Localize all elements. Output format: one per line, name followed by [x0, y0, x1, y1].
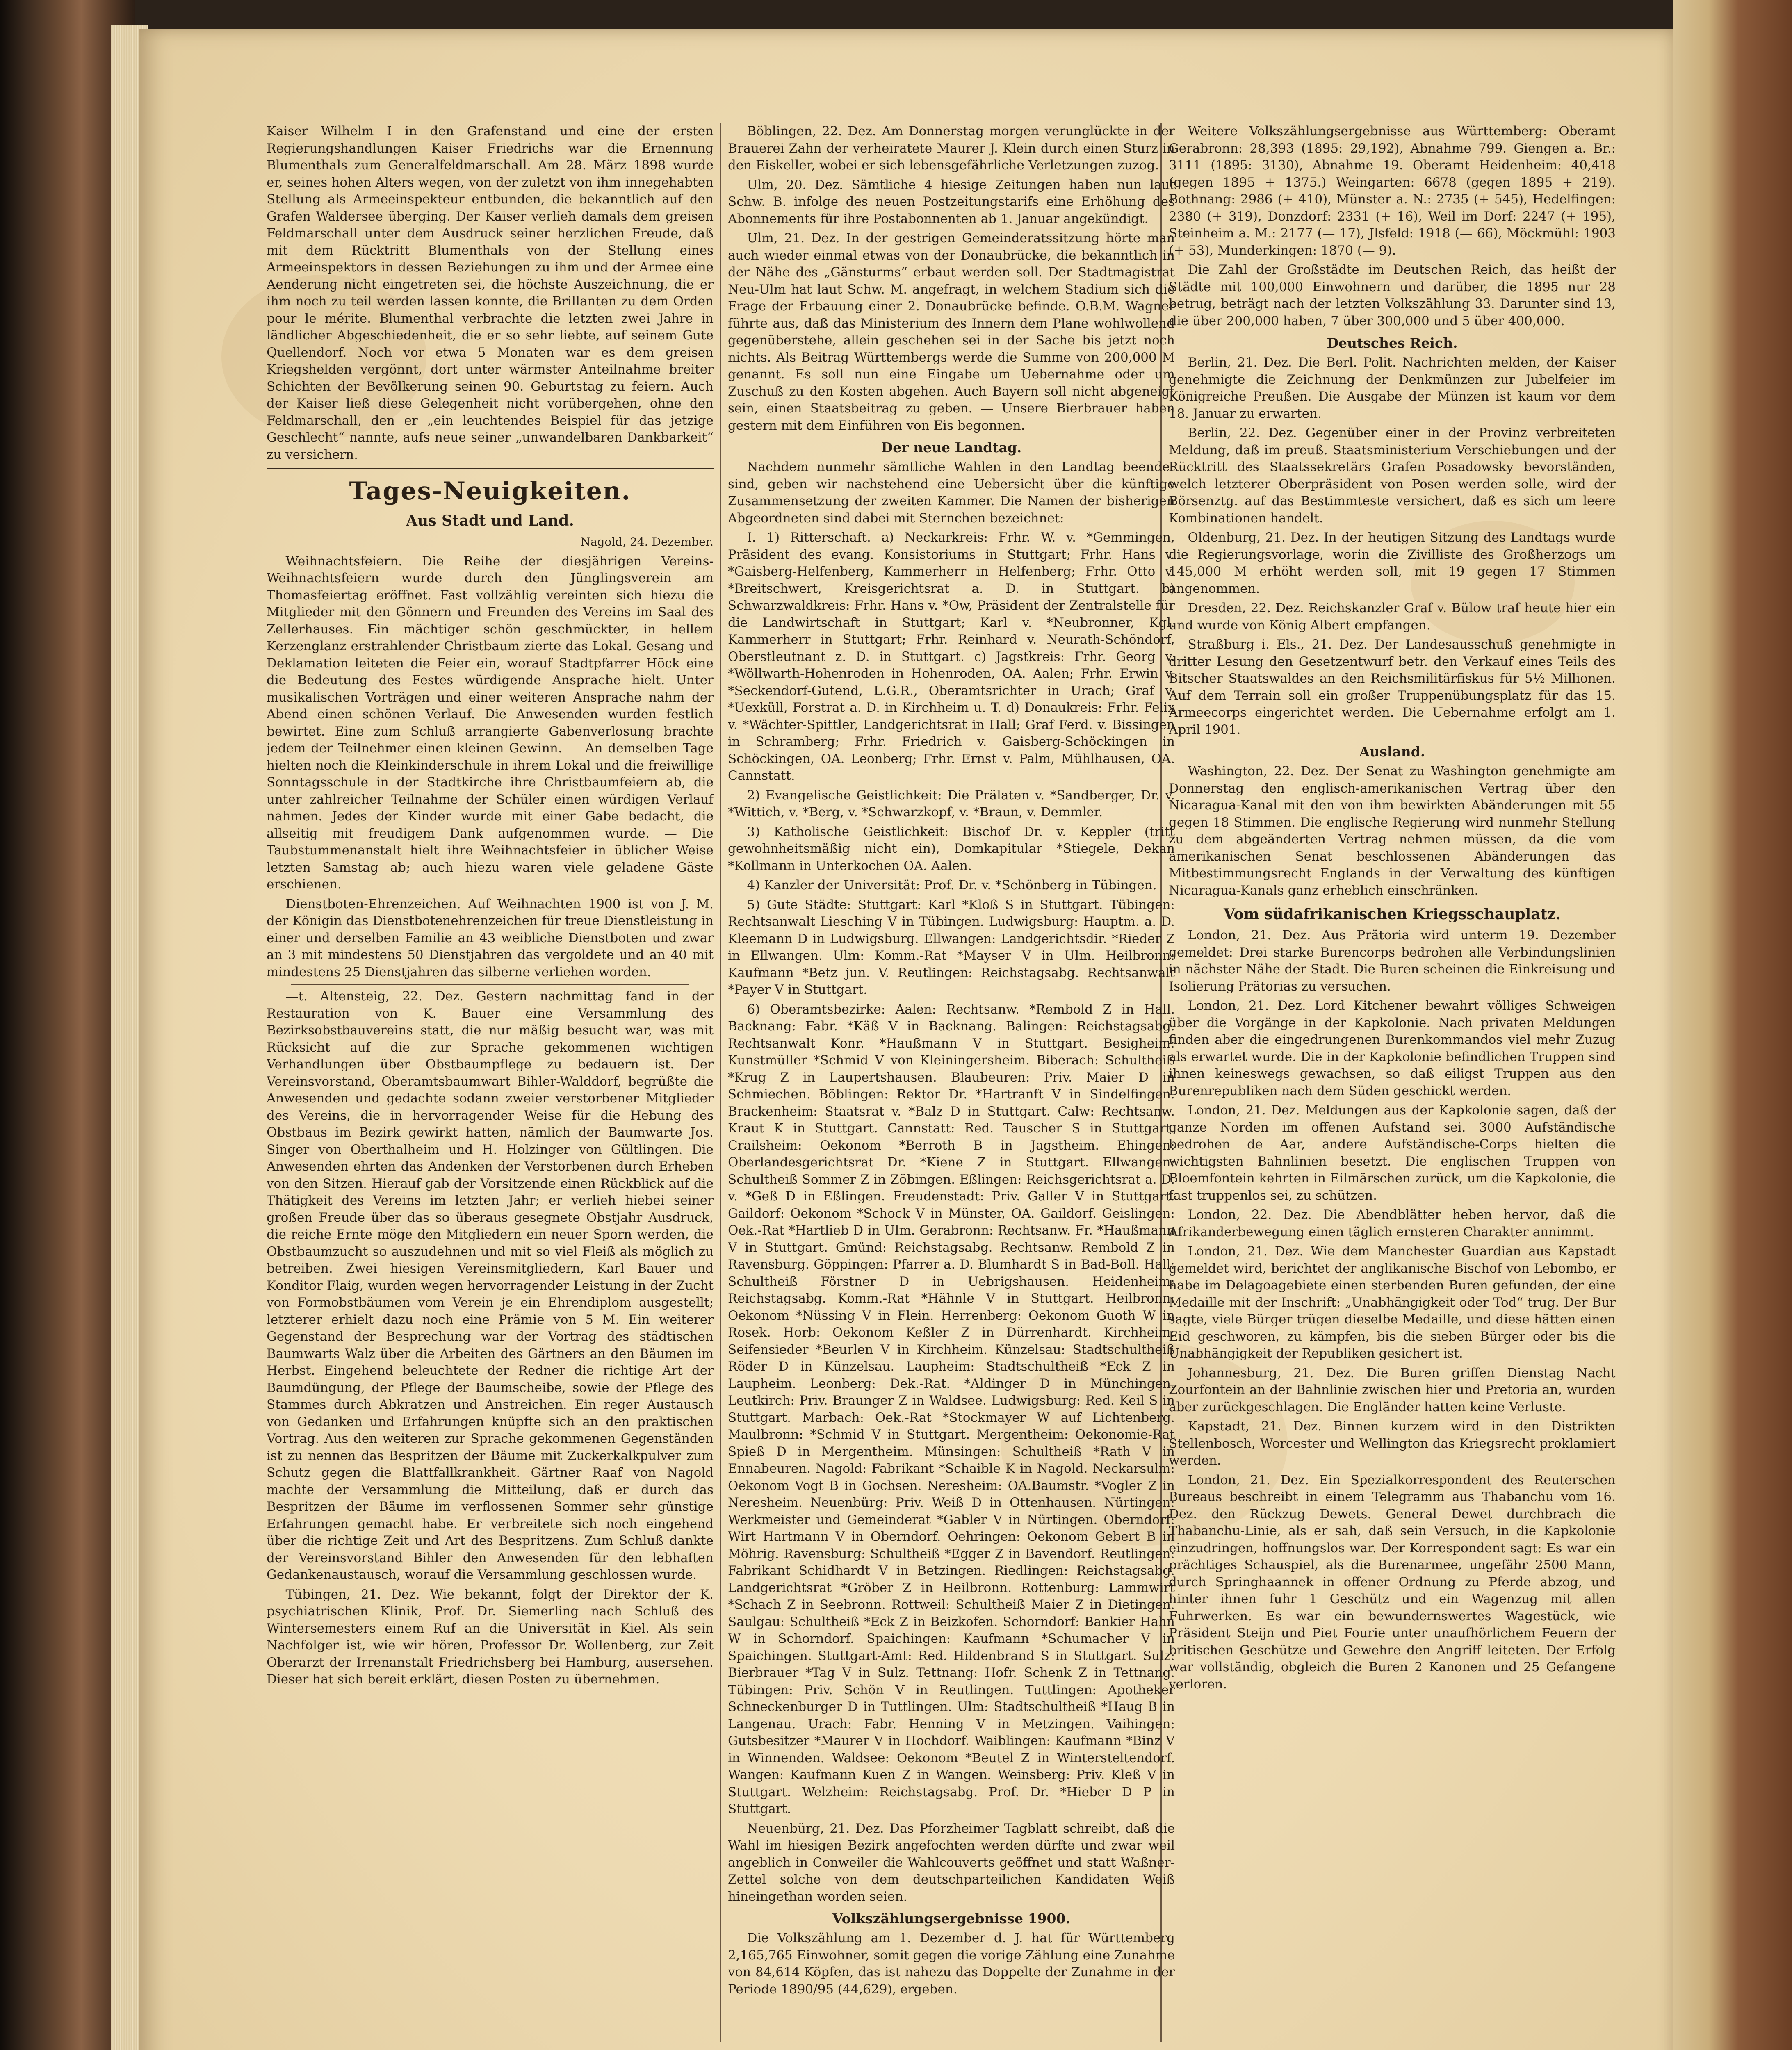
article-oldenburg: Oldenburg, 21. Dez. In der heutigen Sitzung des Landtags wurde die Regierungsvorlage, worin die Zivilliste des Großherzogs um 145,000 M erhöht werden soll, mit 19 gegen 17 Stimmen angenommen.: [1169, 530, 1616, 596]
ausland-title: Ausland.: [1359, 744, 1425, 760]
landtag-katholisch: 3) Katholische Geistlichkeit: Bischof Dr. v. Keppler (tritt gewohnheitsmäßig nicht ein), Domkapitular *Stiegele, Dekan *Kollmann in Unterkochen OA. Aalen.: [728, 824, 1175, 873]
landtag-ritterschaft: I. 1) Ritterschaft. a) Neckarkreis: Frhr. W. v. *Gemmingen, Präsident des evang. Konsistoriums in Stuttgart; Frhr. Hans v. *Gaisberg-Helfenberg, Kammerherr in Helfenberg; Frhr. Otto v. *Breitschwert, Kreisgerichtsrat a. D. in Stuttgart. b) Schwarzwaldkreis: Frhr. Hans v. *Ow, Präsident der Zentralstelle für die Landwirtschaft in Stuttgart; Karl v. *Neubronner, Kgl. Kammerherr in Stuttgart; Frhr. Reinhard v. Neurath-Schöndorf, Oberstleutnant z. D. in Stuttgart. c) Jagstkreis: Frhr. Georg v. *Wöllwarth-Hohenroden in Hohenroden, OA. Aalen; Frhr. Erwin v. *Seckendorf-Gutend, L.G.R., Oberamtsrichter in Urach; Graf v. *Uexküll, Forstrat a. D. in Kirchheim u. T. d) Donaukreis: Frhr. Felix v. *Wächter-Spittler, Landgerichtsrat in Hall; Graf Ferd. v. Bissingen in Schramberg; Frhr. Friedrich v. Gaisberg-Schöckingen in Schöckingen, OA. Leonberg; Frhr. Ernst v. Palm, Mühlhausen, OA. Cannstatt.: [728, 530, 1175, 783]
article-london-5: London, 21. Dez. Wie dem Manchester Guardian aus Kapstadt gemeldet wird, berichtet der anglikanische Bischof von Lebombo, er habe im Delagoagebiete einen sterbenden Buren gefunden, der eine Medaille mit der Inschrift: „Unabhängigkeit oder Tod“ trug. Der Bur sagte, viele Bürger trügen dieselbe Medaille, und diese hätten einen Eid geschworen, zu kämpfen, bis die sieben Bürger oder bis die Unabhängigkeit der Republiken gesichert ist.: [1169, 1244, 1616, 1361]
article-london-1: London, 21. Dez. Aus Prätoria wird unterm 19. Dezember gemeldet: Drei starke Burencorps bedrohen alle Verbindungslinien in nächster Nähe der Stadt. Die Buren scheinen die Einkreisung und Isolierung Prätorias zu versuchen.: [1169, 928, 1616, 994]
column-2: [728, 123, 1175, 2042]
article-berlin-1: Berlin, 21. Dez. Die Berl. Polit. Nachrichten melden, der Kaiser genehmigte die Zeichnung der Denkmünzen zur Jubelfeier im Königreiche Preußen. Die Ausgabe der Münzen ist kaum vor dem 18. Januar zu erwarten.: [1169, 355, 1616, 421]
article-kapstadt: Kapstadt, 21. Dez. Binnen kurzem wird in den Distrikten Stellenbosch, Worcester und Wellington das Kriegsrecht proklamiert werden.: [1169, 1419, 1616, 1468]
dateline: Nagold, 24. Dezember.: [580, 535, 714, 549]
article-washington: Washington, 22. Dez. Der Senat zu Washington genehmigte am Donnerstag den englisch-amerikanischen Vertrag über den Nicaragua-Kanal mit den von ihm bewirkten Abänderungen mit 55 gegen 18 Stimmen. Die englische Regierung wird nunmehr Stellung zu dem abgeänderten Vertrag nehmen müssen, da die vom amerikanischen Senat beschlossenen Abänderungen das Mitbestimmungsrecht Englands in der Verwaltung des künftigen Nicaragua-Kanals ganz erheblich einschränken.: [1169, 764, 1616, 898]
article-neuenbuerg: Neuenbürg, 21. Dez. Das Pforzheimer Tagblatt schreibt, daß die Wahl im hiesigen Bezirk angefochten werden dürfte und zwar weil angeblich in Conweiler die Wahlcouverts geöffnet und statt Waßner-Zettel solche von dem deutschparteilichen Kandidaten Weiß hineingethan worden seien.: [728, 1821, 1175, 1904]
column-1: [267, 123, 714, 2042]
article-dienstboten: Dienstboten-Ehrenzeichen. Auf Weihnachten 1900 ist von J. M. der Königin das Dienstbotenehrenzeichen für treue Dienstleistung in einer und derselben Familie an 43 weibliche Dienstboten und zwar an 3 mit mindestens 50 Dienstjahren das vergoldete und an 40 mit mindestens 25 Dienstjahren das silberne verliehen worden.: [267, 896, 714, 979]
article-blumenthal: Kaiser Wilhelm I in den Grafenstand und eine der ersten Regierungshandlungen Kaiser Friedrichs war die Ernennung Blumenthals zum Generalfeldmarschall. Am 28. März 1898 wurde er, seines hohen Alters wegen, von der zuletzt von ihm innegehabten Stellung als Armeeinspekteur entbunden, die bekanntlich auf den Grafen Waldersee überging. Der Kaiser verlieh damals dem greisen Feldmarschall unter dem Ausdruck seiner herzlichen Freude, daß mit dem Rücktritt Blumenthals von der Stellung eines Armeeinspektors in dessen Beziehungen zu ihm und der Armee eine Aenderung nicht eingetreten sei, die höchste Auszeichnung, die er ihm noch zu teil werden lassen konnte, die Brillanten zu dem Orden pour le mérite. Blumenthal verbrachte die letzten zwei Jahre in ländlicher Abgeschiedenheit, die er so sehr liebte, auf seinem Gute Quellendorf. Noch vor etwa 5 Monaten war es dem greisen Kriegshelden vergönnt, dort unter wärmster Anteilnahme breiter Schichten der Bevölkerung seinen 90. Geburtstag zu feiern. Auch der Kaiser ließ diese Gelegenheit nicht vorübergehen, ohne den Feldmarschall, den er „ein leuchtendes Beispiel für das jetzige Geschlecht“ nannte, aufs neue seiner „unwandelbaren Dankbarkeit“ zu versichern.: [267, 124, 714, 462]
article-weihnachtsfeiern: Weihnachtsfeiern. Die Reihe der diesjährigen Vereins-Weihnachtsfeiern wurde durch den Jünglingsverein am Thomasfeiertag eröffnet. Fast vollzählig vereinten sich hiezu die Mitglieder mit den Gönnern und Freunden des Vereins im Saal des Zellerhauses. Ein mächtiger schön geschmückter, in hellem Kerzenglanz erstrahlender Christbaum zierte das Lokal. Gesang und Deklamation leiteten die Feier ein, worauf Stadtpfarrer Höck eine die Bedeutung des Festes würdigende Ansprache hielt. Unter musikalischen Vorträgen und einer weiteren Ansprache nahm der Abend einen schönen Verlauf. Die Anwesenden wurden festlich bewirtet. Eine zum Schluß arrangierte Gabenverlosung brachte jedem der Teilnehmer einen kleinen Gewinn. — An demselben Tage hielten noch die Kleinkinderschule in ihrem Lokal und die freiwillige Sonntagsschule in der Stadtkirche ihre Christbaumfeiern ab, die unter zahlreicher Teilnahme der Schüler einen würdigen Verlauf nahmen. Jedes der Kinder wurde mit einer Gabe bedacht, die allseitig mit freudigem Dank aufgenommen wurde. — Die Taubstummenanstalt hielt ihre Weihnachtsfeier in üblicher Weise letzten Samstag ab; auch hiezu waren viele geladene Gäste erschienen.: [267, 554, 714, 892]
article-johannesburg: Johannesburg, 21. Dez. Die Buren griffen Dienstag Nacht Zourfontein an der Bahnlinie zwischen hier und Pretoria an, wurden aber zurückgeschlagen. Die Engländer hatten keine Verluste.: [1169, 1365, 1616, 1414]
column-3: [1169, 123, 1616, 2042]
article-boeblingen: Böblingen, 22. Dez. Am Donnerstag morgen verunglückte in der Brauerei Zahn der verheiratete Maurer J. Klein durch einen Sturz in den Eiskeller, wobei er sich lebensgefährliche Verletzungen zuzog.: [728, 124, 1175, 173]
article-dresden: Dresden, 22. Dez. Reichskanzler Graf v. Bülow traf heute hier ein und wurde von König Albert empfangen.: [1169, 601, 1616, 633]
landtag-evangelisch: 2) Evangelische Geistlichkeit: Die Prälaten v. *Sandberger, Dr. v. *Wittich, v. *Berg, v. *Schwarzkopf, v. *Braun, v. Demmler.: [728, 788, 1175, 820]
subsection-title: Aus Stadt und Land.: [406, 512, 574, 529]
column-rule: [720, 123, 721, 2042]
landtag-kanzler: 4) Kanzler der Universität: Prof. Dr. v. *Schönberg in Tübingen.: [747, 878, 1157, 893]
section-title: Tages-Neuigkeiten.: [349, 477, 631, 506]
article-london-2: London, 21. Dez. Lord Kitchener bewahrt völliges Schweigen über die Vorgänge in der Kapkolonie. Nach privaten Meldungen finden aber die eingedrungenen Burenkommandos viel mehr Zuzug als erwartet wurde. Die in der Kapkolonie befindlichen Truppen sind ihnen keineswegs gewachsen, so daß eiligst Truppen aus den Burenrepubliken nach dem Süden geschickt werden.: [1169, 998, 1616, 1098]
landtag-intro: Nachdem nunmehr sämtliche Wahlen in den Landtag beendet sind, geben wir nachstehend eine Uebersicht über die künftige Zusammensetzung der zweiten Kammer. Die Namen der bisherigen Abgeordneten sind dabei mit Sternchen bezeichnet:: [728, 460, 1175, 526]
article-london-4: London, 22. Dez. Die Abendblätter heben hervor, daß die Afrikanderbewegung einen täglich ernsteren Charakter annimmt.: [1169, 1207, 1616, 1239]
article-census-results: Weitere Volkszählungsergebnisse aus Württemberg: Oberamt Gerabronn: 28,393 (1895: 29,192), Abnahme 799. Giengen a. Br.: 3111 (1895: 3130), Abnahme 19. Oberamt Heidenheim: 40,418 (gegen 1895 + 1375.) Weingarten: 6678 (gegen 1895 + 219). Bothnang: 2986 (+ 410), Münster a. N.: 2735 (+ 545), Hedelfingen: 2380 (+ 319), Donzdorf: 2331 (+ 16), Weil im Dorf: 2247 (+ 195), Steinheim a. M.: 2177 (— 17), Jlsfeld: 1918 (— 66), Möckmühl: 1903 (+ 53), Munderkingen: 1870 (— 9).: [1169, 124, 1616, 258]
landtag-title: Der neue Landtag.: [881, 440, 1022, 456]
war-title: Vom südafrikanischen Kriegsschauplatz.: [1223, 906, 1561, 923]
article-ulm-1: Ulm, 20. Dez. Sämtliche 4 hiesige Zeitungen haben nun laut Schw. B. infolge des neuen Postzeitungstarifs eine Erhöhung des Abonnements für ihre Postabonnenten ab 1. Januar angekündigt.: [728, 177, 1175, 226]
section-divider: [267, 468, 714, 469]
article-london-3: London, 21. Dez. Meldungen aus der Kapkolonie sagen, daß der ganze Norden im offenen Aufstand sei. 3000 Aufständische bedrohen de Aar, andere Aufständische-Corps hielten die wichtigsten Bahnlinien besetzt. Die englischen Truppen von Bloemfontein kehrten in Eilmärschen zurück, um die Kapkolonie, die fast truppenlos sei, zu schützen.: [1169, 1103, 1616, 1203]
article-volkszaehlung: Die Volkszählung am 1. Dezember d. J. hat für Württemberg 2,165,765 Einwohner, somit gegen die vorige Zählung eine Zunahme von 84,614 Köpfen, das ist nahezu das Doppelte der Zunahme in der Periode 1890/95 (44,629), ergeben.: [728, 1931, 1175, 1997]
article-divider: [291, 984, 689, 985]
article-strassburg: Straßburg i. Els., 21. Dez. Der Landesausschuß genehmigte in dritter Lesung den Gesetzentwurf betr. den Verkauf eines Teils des Bitscher Staatswaldes an den Reichsmilitärfiskus für 5½ Millionen. Auf dem Terrain soll ein großer Truppenübungsplatz für das 15. Armeecorps eingerichtet werden. Die Uebernahme erfolgt am 1. April 1901.: [1169, 637, 1616, 737]
census-title: Volkszählungsergebnisse 1900.: [832, 1911, 1070, 1927]
article-ulm-2: Ulm, 21. Dez. In der gestrigen Gemeinderatssitzung hörte man auch wieder einmal etwas von der Donaubrücke, die bekanntlich in der Nähe des „Gänsturms“ erbaut werden soll. Der Stadtmagistrat Neu-Ulm hat laut Schw. M. angefragt, in welchem Stadium sich die Frage der Erbauung einer 2. Donaubrücke befinde. O.B.M. Wagner führte aus, daß das Ministerium des Innern dem Plane wohlwollend gegenüberstehe, allein geschehen sei in der Sache bis jetzt noch nichts. Als Beitrag Württembergs werde die Summe von 200,000 M genannt. Es soll nun eine Eingabe um Uebernahme oder um Zuschuß zu den Kosten abgehen. Auch Bayern soll nicht abgeneigt sein, einen Staatsbeitrag zu geben. — Unsere Bierbrauer haben gestern mit dem Einführen von Eis begonnen.: [728, 231, 1175, 433]
article-grossstaedte: Die Zahl der Großstädte im Deutschen Reich, das heißt der Städte mit 100,000 Einwohnern und darüber, die 1895 nur 28 betrug, beträgt nach der letzten Volkszählung 33. Darunter sind 13, die über 200,000 haben, 7 über 300,000 und 5 über 400,000.: [1169, 262, 1616, 328]
article-tuebingen: Tübingen, 21. Dez. Wie bekannt, folgt der Direktor der K. psychiatrischen Klinik, Prof. Dr. Siemerling nach Schluß des Wintersemesters einem Ruf an die Universität in Kiel. Als sein Nachfolger ist, wie wir hören, Professor Dr. Wollenberg, zur Zeit Oberarzt der Irrenanstalt Friedrichsberg bei Hamburg, ausersehen. Dieser hat sich bereit erklärt, diesen Posten zu übernehmen.: [267, 1587, 714, 1687]
article-london-6: London, 21. Dez. Ein Spezialkorrespondent des Reuterschen Bureaus beschreibt in einem Telegramm aus Thabanchu vom 16. Dez. den Rückzug Dewets. General Dewet durchbrach die Thabanchu-Linie, als er sah, daß sein Versuch, in die Kapkolonie einzudringen, hoffnungslos war. Der Korrespondent sagt: Es war ein prächtiges Schauspiel, als die Burenarmee, ungefähr 2500 Mann, durch Springhaannek in offener Ordnung zu Pferde abzog, und hinter ihnen fuhr 1 Geschütz und ein Wagenzug mit allen Fuhrwerken. Es war ein bewundernswertes Wagestück, wie Präsident Steijn und Piet Fourie unter unaufhörlichem Feuern der britischen Geschütze und Gewehre den Angriff leiteten. Der Erfolg war vollständig, obgleich die Buren 2 Kanonen und 25 Gefangene verloren.: [1169, 1472, 1616, 1692]
next-page-margin: [1673, 0, 1792, 2050]
landtag-oberamtsbezirke: 6) Oberamtsbezirke: Aalen: Rechtsanw. *Rembold Z in Hall. Backnang: Fabr. *Käß V in Backnang. Balingen: Reichstagsabg. Rechtsanwalt Konr. *Haußmann V in Stuttgart. Besigheim: Kunstmüller *Schmid V von Kleiningersheim. Biberach: Schultheiß *Krug Z in Laupertshausen. Blaubeuren: Priv. Maier D in Schmiechen. Böblingen: Rektor Dr. *Hartranft V in Sindelfingen. Brackenheim: Staatsrat v. *Balz D in Stuttgart. Calw: Rechtsanw. Kraut K in Stuttgart. Cannstatt: Red. Tauscher S in Stuttgart. Crailsheim: Oekonom *Berroth B in Jagstheim. Ehingen: Oberlandesgerichtsrat Dr. *Kiene Z in Stuttgart. Ellwangen: Schultheiß Sommer Z in Zöbingen. Eßlingen: Reichsgerichtsrat a. D. v. *Geß D in Eßlingen. Freudenstadt: Priv. Galler V in Stuttgart. Gaildorf: Oekonom *Schock V in Münster, OA. Gaildorf. Geislingen: Oek.-Rat *Hartlieb D in Ulm. Gerabronn: Rechtsanw. Fr. *Haußmann V in Stuttgart. Gmünd: Reichstagsabg. Rechtsanw. Rembold Z in Ravensburg. Göppingen: Pfarrer a. D. Blumhardt S in Bad-Boll. Hall: Schultheiß Förstner D in Uebrigshausen. Heidenheim: Reichstagsabg. Komm.-Rat *Hähnle V in Stuttgart. Heilbronn: Oekonom *Nüssing V in Flein. Herrenberg: Oekonom Guoth W in Rosek. Horb: Oekonom Keßler Z in Dürrenhardt. Kirchheim: Seifensieder *Beurlen V in Kirchheim. Künzelsau: Stadtschultheiß Röder D in Künzelsau. Laupheim: Stadtschultheiß *Eck Z in Laupheim. Leonberg: Dek.-Rat. *Aldinger D in Münchingen. Leutkirch: Priv. Braunger Z in Waldsee. Ludwigsburg: Red. Keil S in Stuttgart. Marbach: Oek.-Rat *Stockmayer W auf Lichtenberg. Maulbronn: *Schmid V in Stuttgart. Mergentheim: Oekonomie-Rat Spieß D in Mergentheim. Münsingen: Schultheiß *Rath V in Ennabeuren. Nagold: Fabrikant *Schaible K in Nagold. Neckarsulm: Oekonom Vogt B in Gochsen. Neresheim: OA.Baumstr. *Vogler Z in Neresheim. Neuenbürg: Priv. Weiß D in Ottenhausen. Nürtingen: Werkmeister und Gemeinderat *Gabler V in Nürtingen. Oberndorf: Wirt Hartmann V in Oberndorf. Oehringen: Oekonom Gebert B in Möhrig. Ravensburg: Schultheiß *Egger Z in Bavendorf. Reutlingen: Fabrikant Schidhardt V in Betzingen. Riedlingen: Reichstagsabg. Landgerichtsrat *Gröber Z in Heilbronn. Rottenburg: Lammwirt *Schach Z in Seebronn. Rottweil: Schultheiß Maier Z in Dietingen. Saulgau: Schultheiß *Eck Z in Beizkofen. Schorndorf: Bankier Hahn W in Schorndorf. Spaichingen: Kaufmann *Schumacher V in Spaichingen. Stuttgart-Amt: Red. Hildenbrand S in Stuttgart. Sulz: Bierbrauer *Tag V in Sulz. Tettnang: Hofr. Schenk Z in Tettnang. Tübingen: Priv. Schön V in Reutlingen. Tuttlingen: Apotheker Schneckenburger D in Tuttlingen. Ulm: Stadtschultheiß *Haug B in Langenau. Urach: Fabr. Henning V in Metzingen. Vaihingen: Gutsbesitzer *Maurer V in Hochdorf. Waiblingen: Kaufmann *Binz V in Winnenden. Waldsee: Oekonom *Beutel Z in Wintersteltendorf. Wangen: Kaufmann Kuen Z in Wangen. Weinsberg: Priv. Kleß V in Stuttgart. Welzheim: Reichstagsabg. Prof. Dr. *Hieber D P in Stuttgart.: [728, 1002, 1175, 1816]
landtag-staedte: 5) Gute Städte: Stuttgart: Karl *Kloß S in Stuttgart. Tübingen: Rechtsanwalt Liesching V in Tübingen. Ludwigsburg: Hauptm. a. D. Kleemann D in Ludwigsburg. Ellwangen: Landgerichtsdir. *Rieder Z in Ellwangen. Ulm: Komm.-Rat *Mayser V in Ulm. Heilbronn: Kaufmann *Betz jun. V. Reutlingen: Reichstagsabg. Rechtsanwalt *Payer V in Stuttgart.: [728, 897, 1175, 997]
article-altensteig: —t. Altensteig, 22. Dez. Gestern nachmittag fand in der Restauration von K. Bauer eine Versammlung des Bezirksobstbauvereins statt, die nur mäßig besucht war, was mit Rücksicht auf die zur Sprache gekommenen wichtigen Verhandlungen über Obstbaumpflege zu bedauern ist. Der Vereinsvorstand, Oberamtsbaumwart Bihler-Walddorf, begrüßte die Anwesenden und gedachte sodann zweier verstorbener Mitglieder des Vereins, die in hervorragender Weise für die Hebung des Obstbaus im Bezirk gewirkt hatten, nämlich der Baumwarte Jos. Singer von Oberthalheim und H. Holzinger von Gültlingen. Die Anwesenden ehrten das Andenken der Verstorbenen durch Erheben von den Sitzen. Hierauf gab der Vorsitzende einen Rückblick auf die Thätigkeit des Vereins im letzten Jahr; er verlieh hiebei seiner großen Freude über das so überaus gesegnete Obstjahr Ausdruck, die reiche Ernte möge den Mitgliedern ein neuer Sporn werden, die Obstbaumzucht so auszudehnen und mit so viel Fleiß als möglich zu betreiben. Zwei hiesigen Vereinsmitgliedern, Karl Bauer und Konditor Flaig, wurden wegen hervorragender Leistung in der Zucht von Formobstbäumen vom Verein je ein Ehrendiplom ausgestellt; letzterer erhielt dazu noch eine Prämie von 5 M. Ein weiterer Gegenstand der Besprechung war der Vortrag des städtischen Baumwarts Walz über die Arbeiten des Gärtners an den Bäumen im Herbst. Eingehend beleuchtete der Redner die richtige Art der Baumdüngung, der Pflege der Baumscheibe, sowie der Pflege des Stammes durch Abkratzen und Anstreichen. Ein reger Austausch von Gedanken und Erfahrungen knüpfte sich an den praktischen Vortrag. Aus den weiteren zur Sprache gekommenen Gegenständen ist zu nennen das Bespritzen der Bäume mit Zuckerkalkpulver zum Schutz gegen die Blattfallkrankheit. Gärtner Raaf von Nagold machte der Versammlung die Mitteilung, daß er durch das Bespritzen der Bäume im verflossenen Sommer sehr günstige Erfahrungen gemacht habe. Er verbreitete sich noch eingehend über die richtige Zeit und Art des Bespritzens. Zum Schluß dankte der Vereinsvorstand Bihler den Anwesenden für den lebhaften Gedankenaustausch, worauf die Versammlung geschlossen wurde.: [267, 989, 714, 1582]
reich-title: Deutsches Reich.: [1327, 335, 1458, 351]
article-berlin-2: Berlin, 22. Dez. Gegenüber einer in der Provinz verbreiteten Meldung, daß im preuß. Staatsministerium Verschiebungen und der Rücktritt des Staatssekretärs Grafen Posadowsky bevorständen, welch letzterer Oberpräsident von Posen werden solle, wird der Börsenztg. auf das Bestimmteste versichert, daß es sich um leere Kombinationen handelt.: [1169, 426, 1616, 526]
